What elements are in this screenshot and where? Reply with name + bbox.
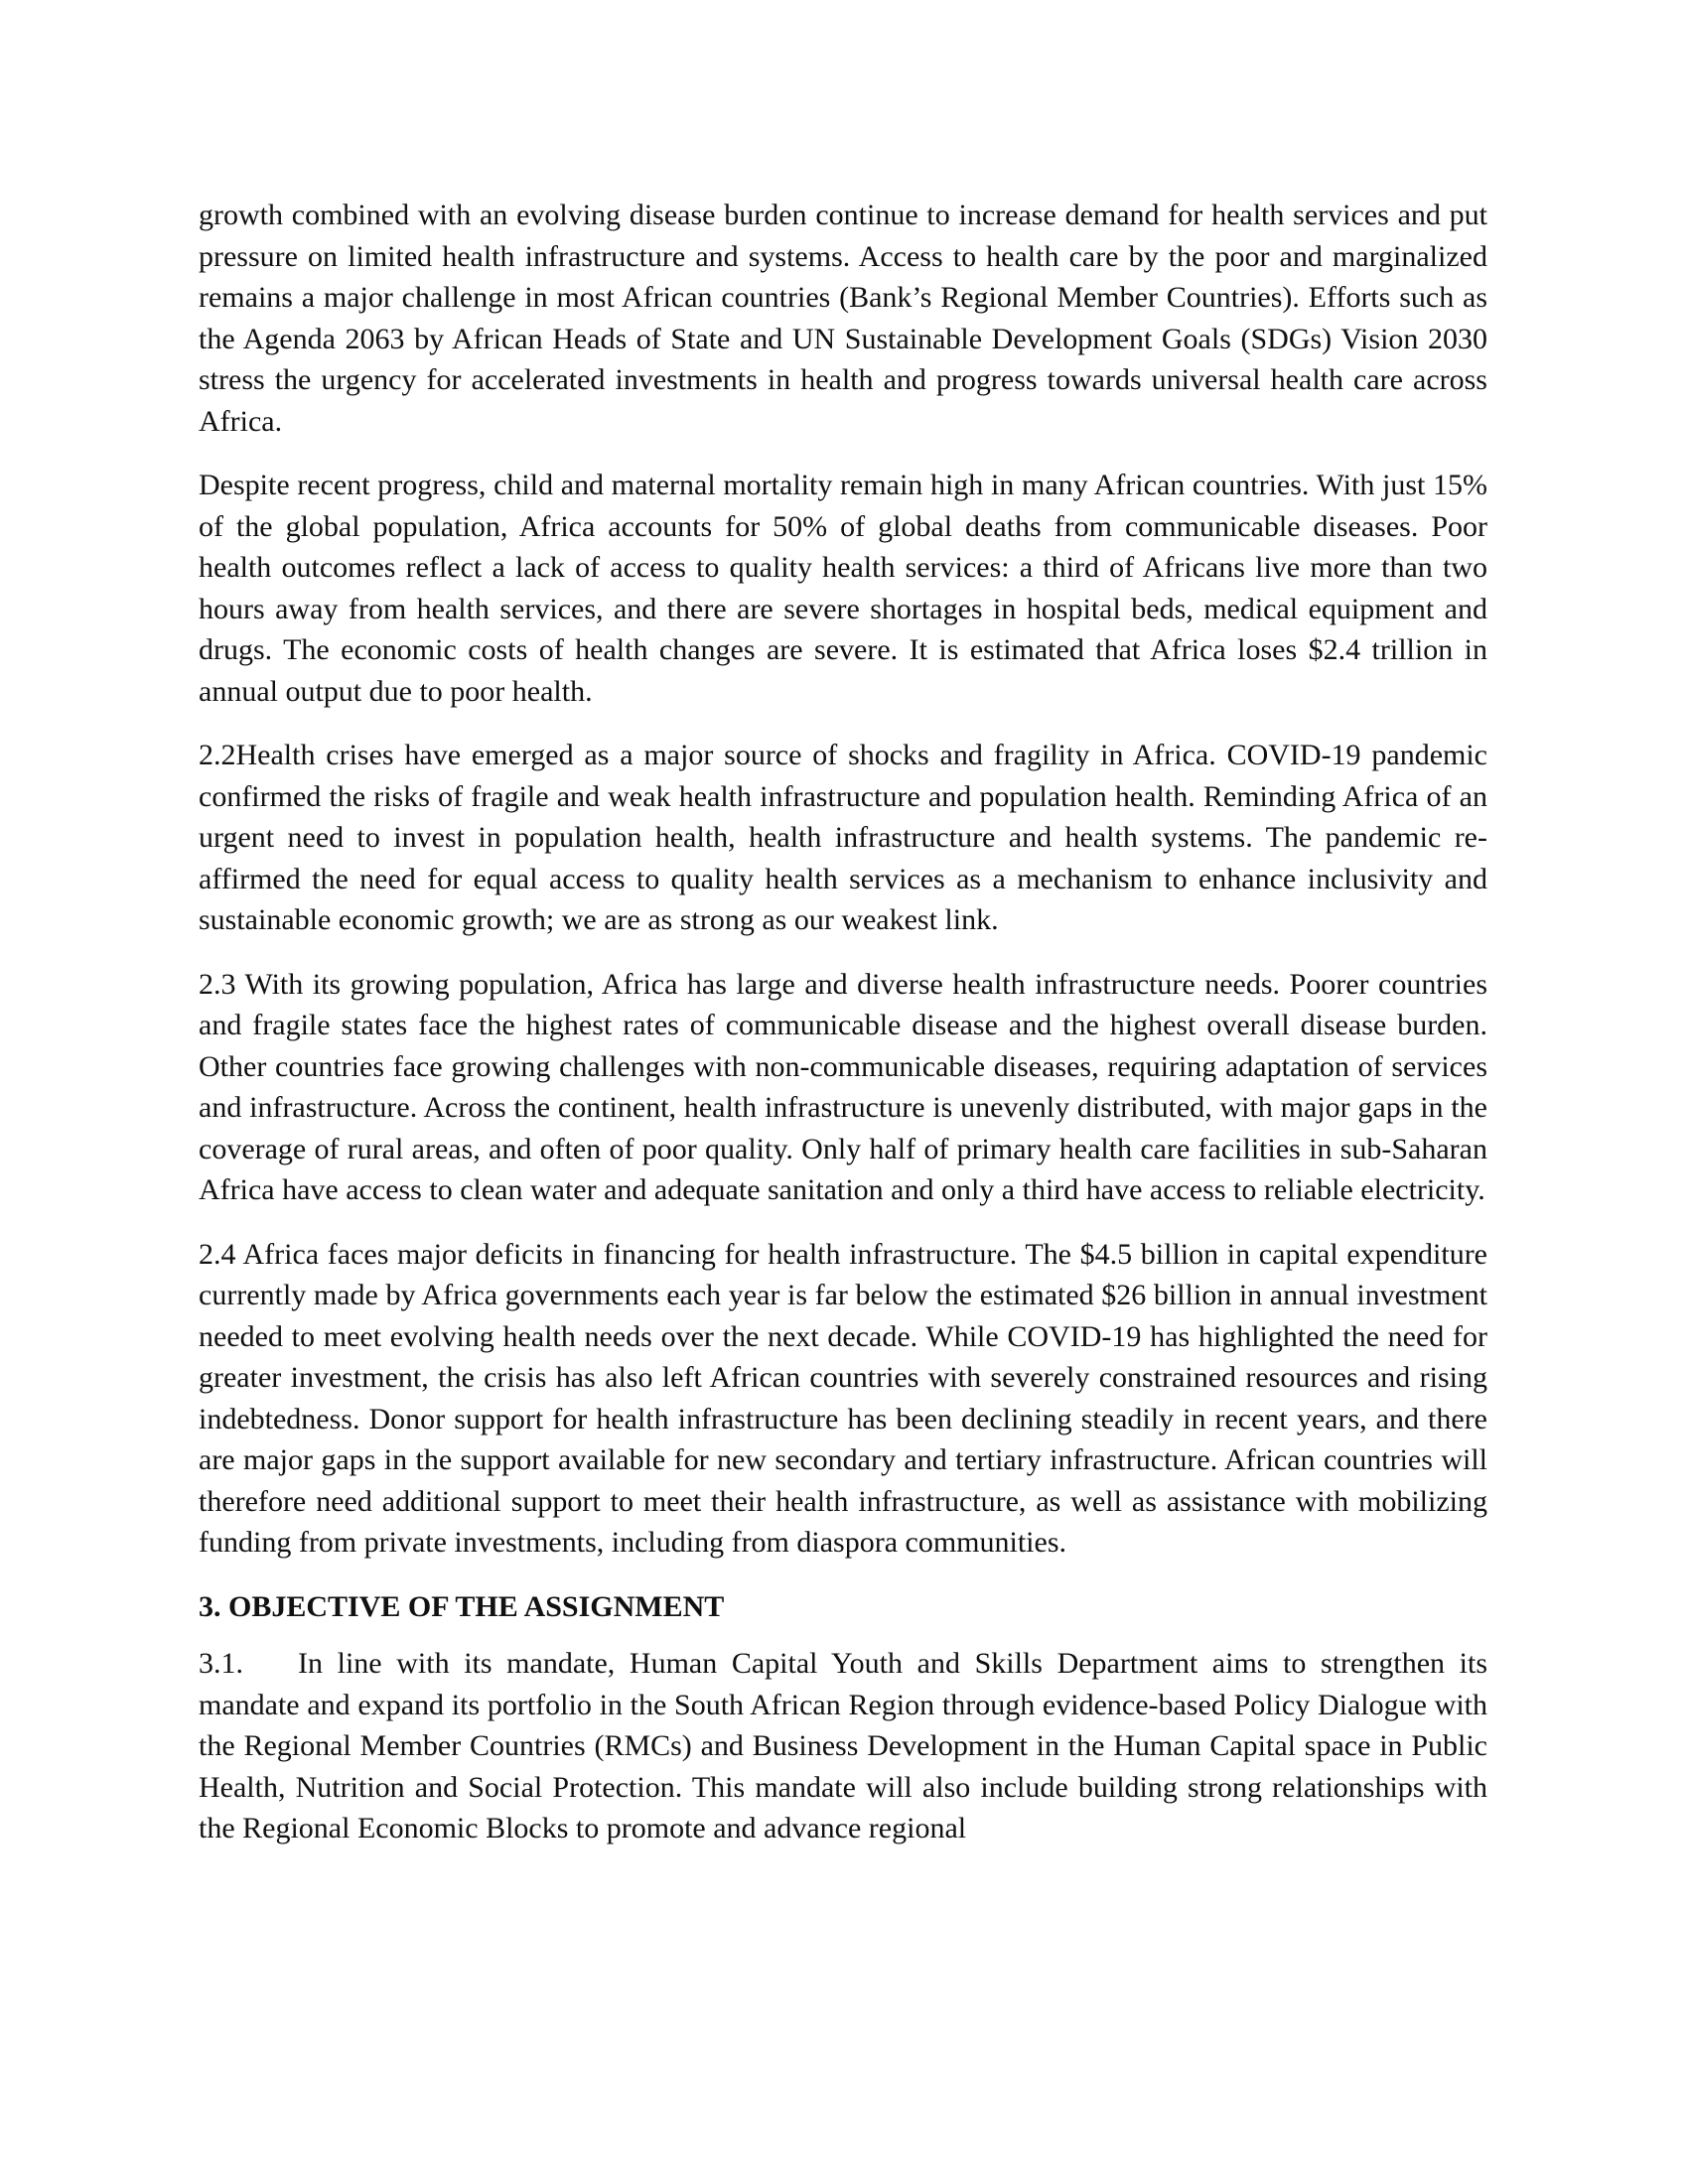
paragraph-2-4-financing-deficits: 2.4 Africa faces major deficits in financing for health infrastructure. The $4.5 billion in capital expenditure currently made by Africa governments each year is far below the estimated $26 billion in annual investment needed to meet evolving health needs over the next decade. While COVID-19 has highlighted the need for greater investment, the crisis has also left African countries with severely constrained resources and rising indebtedness. Donor support for health infrastructure has been declining steadily in recent years, and there are major gaps in the support available for new secondary and tertiary infrastructure. African countries will therefore need additional support to meet their health infrastructure, as well as assistance with mobilizing funding from private investments, including from diaspora communities. <box>199 1237 1487 1559</box>
paragraph-mortality: Despite recent progress, child and maternal mortality remain high in many African countries. With just 15% of the global population, Africa accounts for 50% of global deaths from communicable diseases. Poor health outcomes reflect a lack of access to quality health services: a third of Africans live more than two hours away from health services, and there are severe shortages in hospital beds, medical equipment and drugs. The economic costs of health changes are severe. It is estimated that Africa loses $2.4 trillion in annual output due to poor health. <box>199 469 1487 708</box>
paragraph-3-1-text: In line with its mandate, Human Capital Youth and Skills Department aims to strengthen its mandate and expand its portfolio in the South African Region through evidence-based Policy Dialogue with the Regional Member Countries (RMCs) and Business Development in the Human Capital space in Public Health, Nutrition and Social Protection. This mandate will also include building strong relationships with the Regional Economic Blocks to promote and advance regional <box>199 1647 1487 1844</box>
paragraph-number: 3.1. <box>199 1647 243 1680</box>
paragraph-3-1-mandate <box>199 1643 1487 1849</box>
document-page <box>199 195 1487 1872</box>
paragraph-2-3-infrastructure-needs: 2.3 With its growing population, Africa has large and diverse health infrastructure needs. Poorer countries and fragile states face the highest rates of communicable disease and the highest overall disease burden. Other countries face growing challenges with non-communicable diseases, requiring adaptation of services and infrastructure. Across the continent, health infrastructure is unevenly distributed, with major gaps in the coverage of rural areas, and often of poor quality. Only half of primary health care facilities in sub-Saharan Africa have access to clean water and adequate sanitation and only a third have access to reliable electricity. <box>199 967 1487 1206</box>
paragraph-health-demand: growth combined with an evolving disease burden continue to increase demand for health services and put pressure on limited health infrastructure and systems. Access to health care by the poor and marginalized remains a major challenge in most African countries (Bank’s Regional Member Countries). Efforts such as the Agenda 2063 by African Heads of State and UN Sustainable Development Goals (SDGs) Vision 2030 stress the urgency for accelerated investments in health and progress towards universal health care across Africa. <box>199 199 1487 438</box>
section-heading-objective: 3. OBJECTIVE OF THE ASSIGNMENT <box>199 1589 725 1623</box>
paragraph-2-2-health-crises: 2.2Health crises have emerged as a major source of shocks and fragility in Africa. COVID-19 pandemic confirmed the risks of fragile and weak health infrastructure and population health. Reminding Africa of an urgent need to invest in population health, health infrastructure and health systems. The pandemic re-affirmed the need for equal access to quality health services as a mechanism to enhance inclusivity and sustainable economic growth; we are as strong as our weakest link. <box>199 739 1487 936</box>
